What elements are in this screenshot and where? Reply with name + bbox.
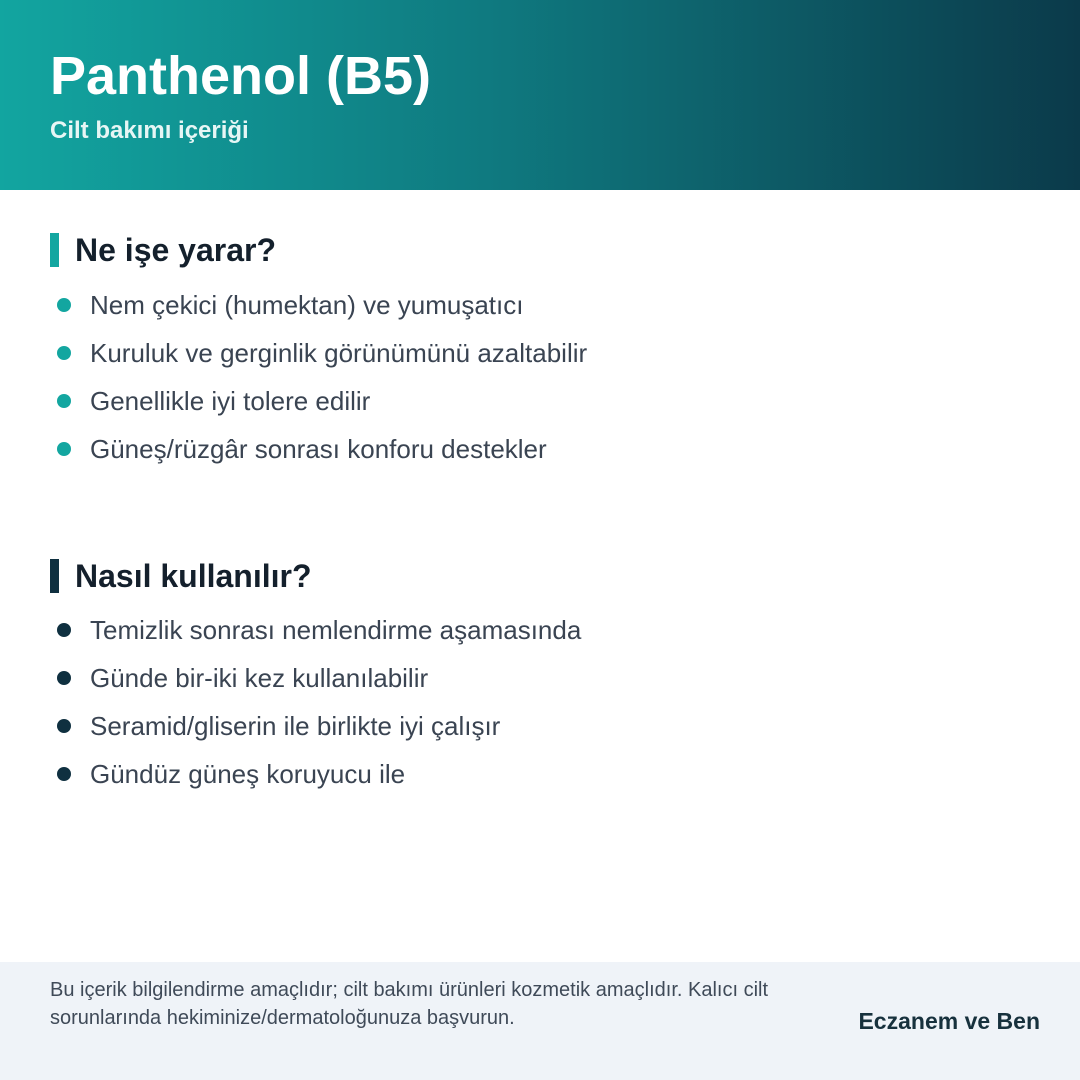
list-item	[57, 377, 587, 425]
section-title-usage: Nasıl kullanılır?	[75, 558, 312, 594]
page-subtitle: Cilt bakımı içeriği	[50, 117, 249, 144]
section-title-benefits: Ne işe yarar?	[75, 232, 277, 268]
list-item-text: Gündüz güneş koruyucu ile	[90, 759, 406, 789]
list-item	[57, 425, 587, 473]
bullet-dot-icon	[57, 719, 71, 733]
page-title: Panthenol (B5)	[50, 46, 432, 106]
bullet-dot-icon	[57, 671, 71, 685]
list-item-text: Seramid/gliserin ile birlikte iyi çalışır	[90, 711, 501, 741]
section-accent-bar	[50, 559, 59, 593]
list-item	[57, 654, 581, 702]
bullet-dot-icon	[57, 346, 71, 360]
disclaimer-text: Bu içerik bilgilendirme amaçlıdır; cilt bakımı ürünleri kozmetik amaçlıdır. Kalıcı cilt sorunlarında hekiminize/dermatoloğunuza başvurun.	[50, 979, 769, 1029]
list-item-text: Günde bir-iki kez kullanılabilir	[90, 663, 429, 693]
list-item-text: Genellikle iyi tolere edilir	[90, 386, 371, 416]
footer	[0, 962, 1080, 1080]
bullet-dot-icon	[57, 767, 71, 781]
list-item-text: Nem çekici (humektan) ve yumuşatıcı	[90, 290, 524, 320]
bullet-dot-icon	[57, 623, 71, 637]
header-banner	[0, 0, 1080, 190]
list-item	[57, 702, 581, 750]
bullet-dot-icon	[57, 442, 71, 456]
benefits-list	[57, 281, 587, 473]
bullet-dot-icon	[57, 298, 71, 312]
bullet-dot-icon	[57, 394, 71, 408]
list-item	[57, 750, 581, 798]
list-item	[57, 329, 587, 377]
list-item	[57, 281, 587, 329]
list-item-text: Güneş/rüzgâr sonrası konforu destekler	[90, 434, 547, 464]
list-item-text: Temizlik sonrası nemlendirme aşamasında	[90, 615, 582, 645]
section-accent-bar	[50, 233, 59, 267]
usage-list	[57, 606, 581, 798]
section-heading-benefits	[50, 232, 276, 268]
list-item-text: Kuruluk ve gerginlik görünümünü azaltabilir	[90, 338, 588, 368]
list-item	[57, 606, 581, 654]
brand-name: Eczanem ve Ben	[858, 1008, 1040, 1034]
section-heading-usage	[50, 558, 312, 594]
